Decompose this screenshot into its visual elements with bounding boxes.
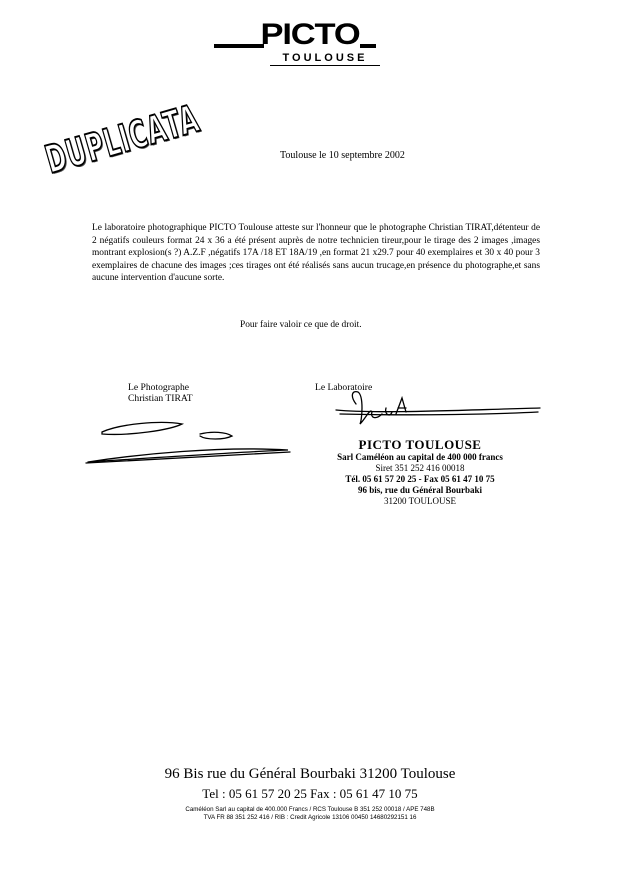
- photographer-name: Christian TIRAT: [128, 393, 193, 404]
- photographer-role: Le Photographe: [128, 382, 190, 393]
- company-stamp: [320, 437, 520, 507]
- footer-legal: [0, 806, 620, 822]
- duplicata-stamp-text: DUPLICATA: [40, 96, 205, 183]
- stamp-line: 31200 TOULOUSE: [384, 496, 456, 506]
- footer-legal-line: Caméléon Sarl au capital de 400.000 Francs / RCS Toulouse B 351 252 00018 / APE 748B: [185, 806, 435, 813]
- stamp-line: Tél. 05 61 57 20 25 - Fax 05 61 47 10 75: [345, 474, 495, 484]
- photographer-signature: [102, 422, 182, 434]
- date-line: Toulouse le 10 septembre 2002: [280, 150, 405, 161]
- stamp-line: 96 bis, rue du Général Bourbaki: [357, 485, 483, 495]
- closing-line: Pour faire valoir ce que de droit.: [240, 320, 362, 330]
- stamp-line: Sarl Caméléon au capital de 400 000 francs: [337, 452, 503, 462]
- stamp-company-name: PICTO TOULOUSE: [358, 437, 482, 452]
- logo-subtitle: TOULOUSE: [270, 52, 380, 66]
- laboratory-role: Le Laboratoire: [315, 382, 373, 393]
- company-logo: PICTO: [260, 18, 360, 51]
- footer-phone: Tel : 05 61 57 20 25 Fax : 05 61 47 10 75: [202, 786, 418, 801]
- footer-legal-line: TVA FR 88 351 252 416 / RIB : Credit Agricole 13106 00450 14680292151 16: [203, 814, 417, 821]
- footer-address: 96 Bis rue du Général Bourbaki 31200 Toulouse: [164, 766, 456, 782]
- laboratory-signature: [352, 392, 382, 424]
- stamp-line: Siret 351 252 416 00018: [375, 463, 465, 473]
- attestation-body: Le laboratoire photographique PICTO Toulouse atteste sur l'honneur que le photographe Christian TIRAT,détenteur de 2 négatifs couleurs format 24 x 36 a été présent auprès de notre technicien tireur,pour le tirage des 2 images ,images montrant explosion(s ?) A.Z.F ,négatifs 17A /18 ET 18A/19 ,en format 21 x29.7 pour 40 exemplaires et 30 x 40 pour 3 exemplaires de chacune des images ;ces tirages ont été réalisés sans aucun trucage,en présence du photographe,et sans aucune intervention d'aucune sorte.: [92, 223, 540, 284]
